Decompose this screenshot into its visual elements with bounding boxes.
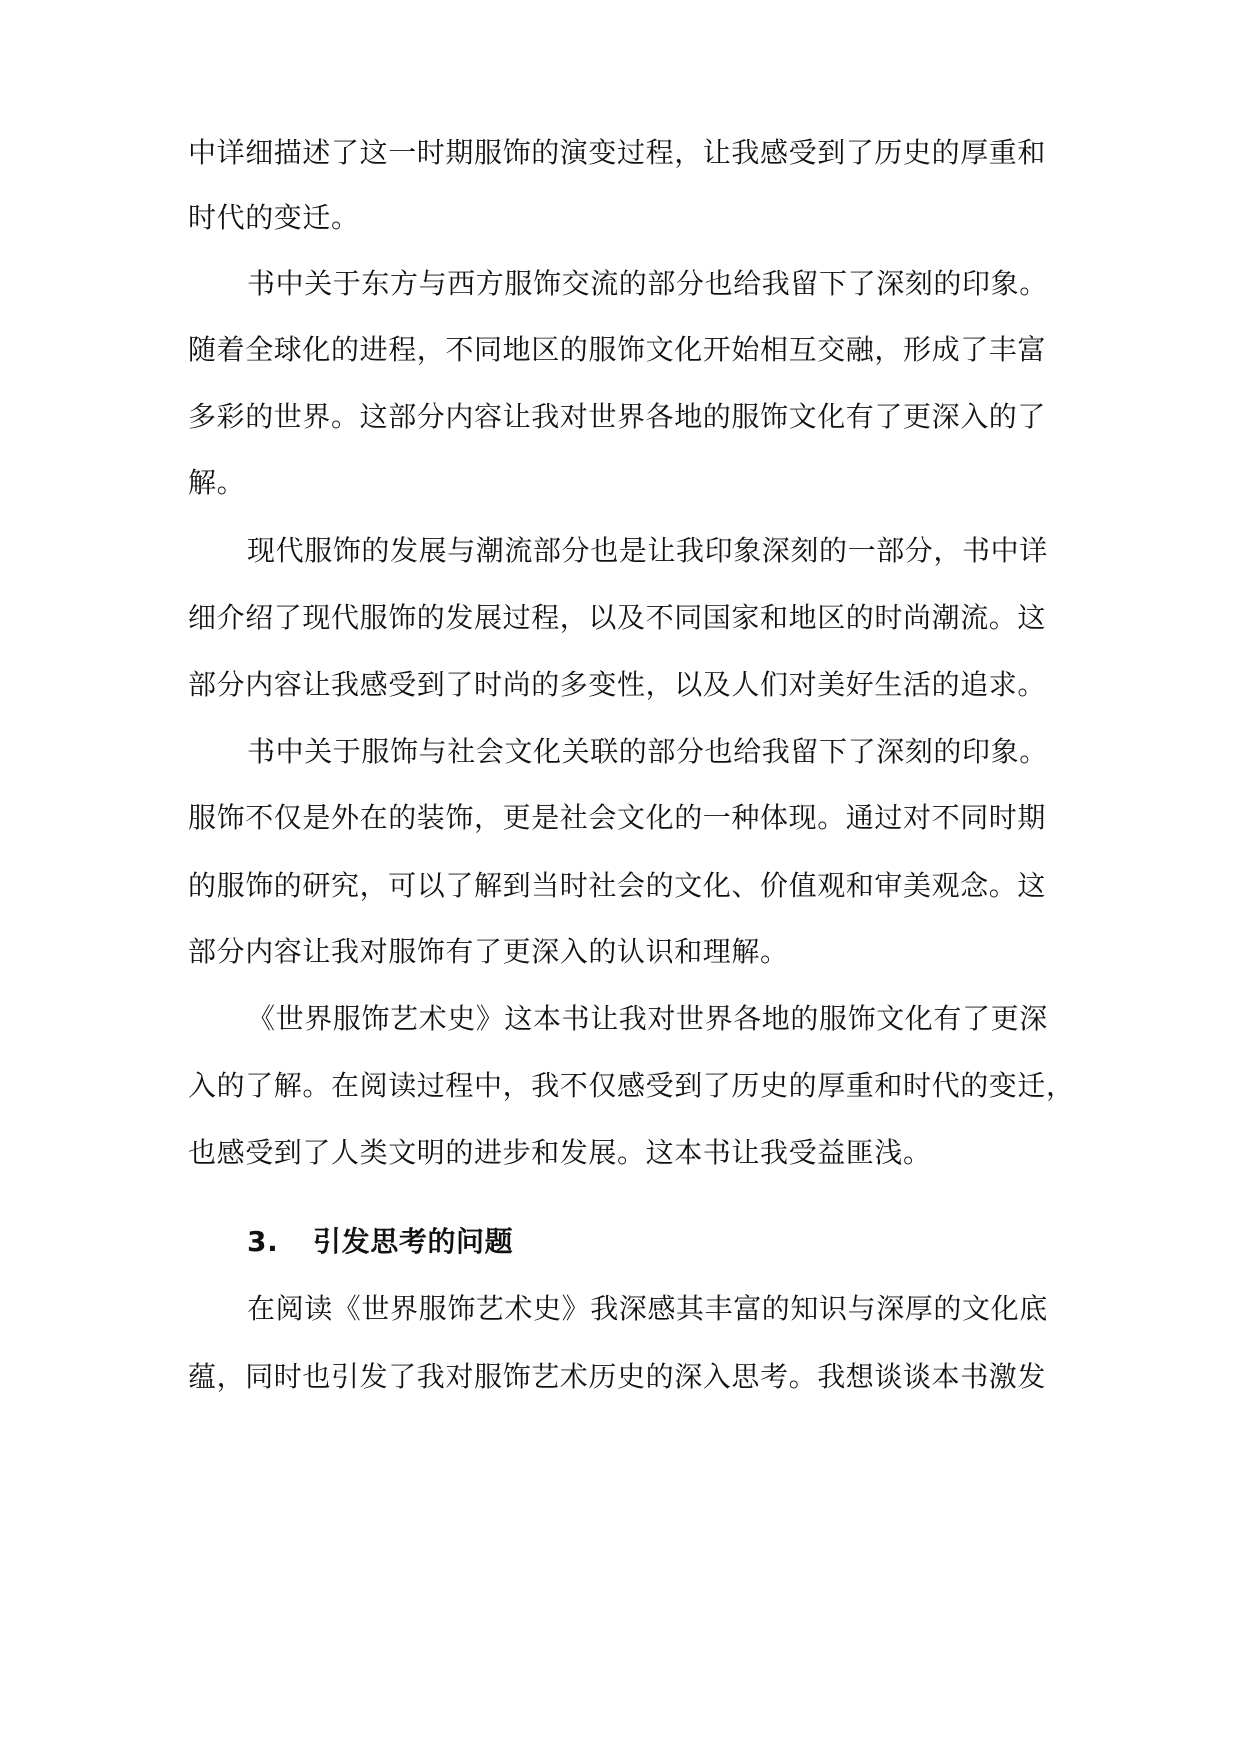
paragraph-line: 部分内容让我感受到了时尚的多变性，以及人们对美好生活的追求。 — [188, 668, 1047, 701]
paragraph-line: 服饰不仅是外在的装饰，更是社会文化的一种体现。通过对不同时期 — [188, 801, 1047, 834]
section-number: 3. — [247, 1225, 279, 1258]
paragraph-line: 《世界服饰艺术史》这本书让我对世界各地的服饰文化有了更深 — [247, 1002, 1048, 1035]
paragraph-line: 书中关于服饰与社会文化关联的部分也给我留下了深刻的印象。 — [247, 735, 1048, 768]
paragraph-line: 的服饰的研究，可以了解到当时社会的文化、价值观和审美观念。这 — [188, 869, 1047, 902]
paragraph-line: 现代服饰的发展与潮流部分也是让我印象深刻的一部分，书中详 — [247, 534, 1048, 567]
paragraph-line: 入的了解。在阅读过程中，我不仅感受到了历史的厚重和时代的变迁， — [188, 1069, 1075, 1102]
paragraph-line: 随着全球化的进程，不同地区的服饰文化开始相互交融，形成了丰富 — [188, 333, 1047, 366]
paragraph-line: 在阅读《世界服饰艺术史》我深感其丰富的知识与深厚的文化底 — [247, 1292, 1048, 1325]
paragraph-line: 细介绍了现代服饰的发展过程，以及不同国家和地区的时尚潮流。这 — [188, 601, 1047, 634]
paragraph-line: 也感受到了人类文明的进步和发展。这本书让我受益匪浅。 — [188, 1136, 932, 1169]
section-heading — [247, 1222, 513, 1262]
paragraph-line: 书中关于东方与西方服饰交流的部分也给我留下了深刻的印象。 — [247, 267, 1048, 300]
paragraph-line: 时代的变迁。 — [188, 201, 360, 234]
paragraph-line: 解。 — [188, 466, 246, 499]
paragraph-line: 蕴，同时也引发了我对服饰艺术历史的深入思考。我想谈谈本书激发 — [188, 1360, 1047, 1393]
paragraph-line: 中详细描述了这一时期服饰的演变过程，让我感受到了历史的厚重和 — [188, 136, 1047, 169]
section-title: 引发思考的问题 — [313, 1225, 514, 1258]
paragraph-line: 多彩的世界。这部分内容让我对世界各地的服饰文化有了更深入的了 — [188, 400, 1047, 433]
paragraph-line: 部分内容让我对服饰有了更深入的认识和理解。 — [188, 935, 789, 968]
